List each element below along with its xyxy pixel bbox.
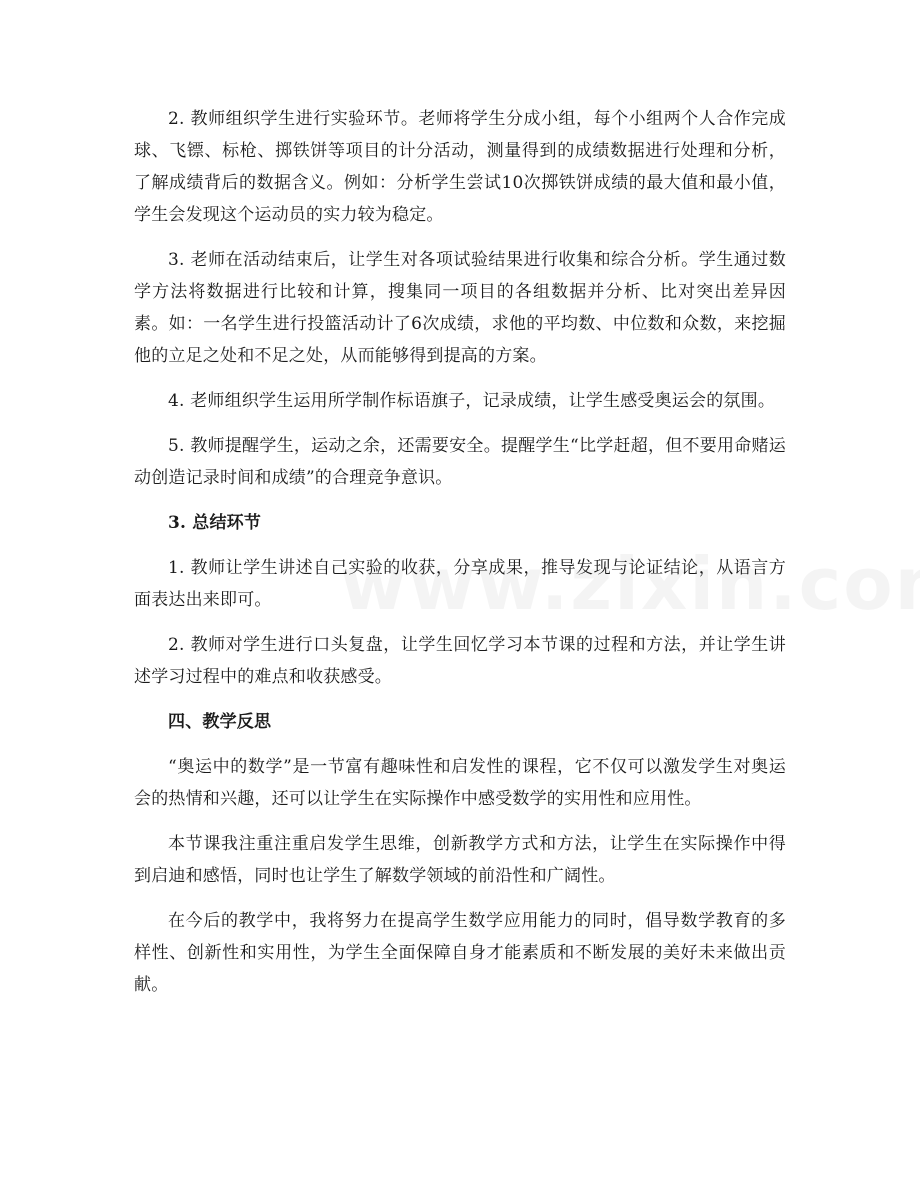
paragraph-step-4: 4. 老师组织学生运用所学制作标语旗子，记录成绩，让学生感受奥运会的氛围。 [168, 391, 776, 411]
paragraph-reflection-3: 在今后的教学中，我将努力在提高学生数学应用能力的同时，倡导数学教育的多样性、创新性和实用性，为学生全面保障自身才能素质和不断发展的美好未来做出贡献。 [134, 911, 786, 995]
paragraph-step-5: 5. 教师提醒学生，运动之余，还需要安全。提醒学生“比学赶超，但不要用命赌运动创造记录时间和成绩”的合理竞争意识。 [134, 436, 786, 488]
paragraph-summary-1: 1. 教师让学生讲述自己实验的收获，分享成果，推导发现与论证结论，从语言方面表达出来即可。 [134, 558, 786, 610]
paragraph-summary-2: 2. 教师对学生进行口头复盘，让学生回忆学习本节课的过程和方法，并让学生讲述学习过程中的难点和收获感受。 [134, 635, 786, 687]
paragraph-step-3: 3. 老师在活动结束后，让学生对各项试验结果进行收集和综合分析。学生通过数学方法将数据进行比较和计算，搜集同一项目的各组数据并分析、比对突出差异因素。如：一名学生进行投篮活动计了6次成绩，求他的平均数、中位数和众数，来挖掘他的立足之处和不足之处，从而能够得到提高的方案。 [134, 250, 786, 366]
paragraph-reflection-2: 本节课我注重注重启发学生思维，创新教学方式和方法，让学生在实际操作中得到启迪和感悟，同时也让学生了解数学领域的前沿性和广阔性。 [134, 834, 786, 886]
section-heading-reflection: 四、教学反思 [168, 712, 272, 732]
paragraph-step-2: 2. 教师组织学生进行实验环节。老师将学生分成小组，每个小组两个人合作完成球、飞镖、标枪、掷铁饼等项目的计分活动，测量得到的成绩数据进行处理和分析，了解成绩背后的数据含义。例如：分析学生尝试10次掷铁饼成绩的最大值和最小值，学生会发现这个运动员的实力较为稳定。 [134, 109, 786, 225]
section-heading-summary: 3. 总结环节 [168, 513, 262, 533]
document-body [134, 103, 786, 1014]
paragraph-reflection-1: “奥运中的数学”是一节富有趣味性和启发性的课程，它不仅可以激发学生对奥运会的热情和兴趣，还可以让学生在实际操作中感受数学的实用性和应用性。 [134, 757, 786, 809]
